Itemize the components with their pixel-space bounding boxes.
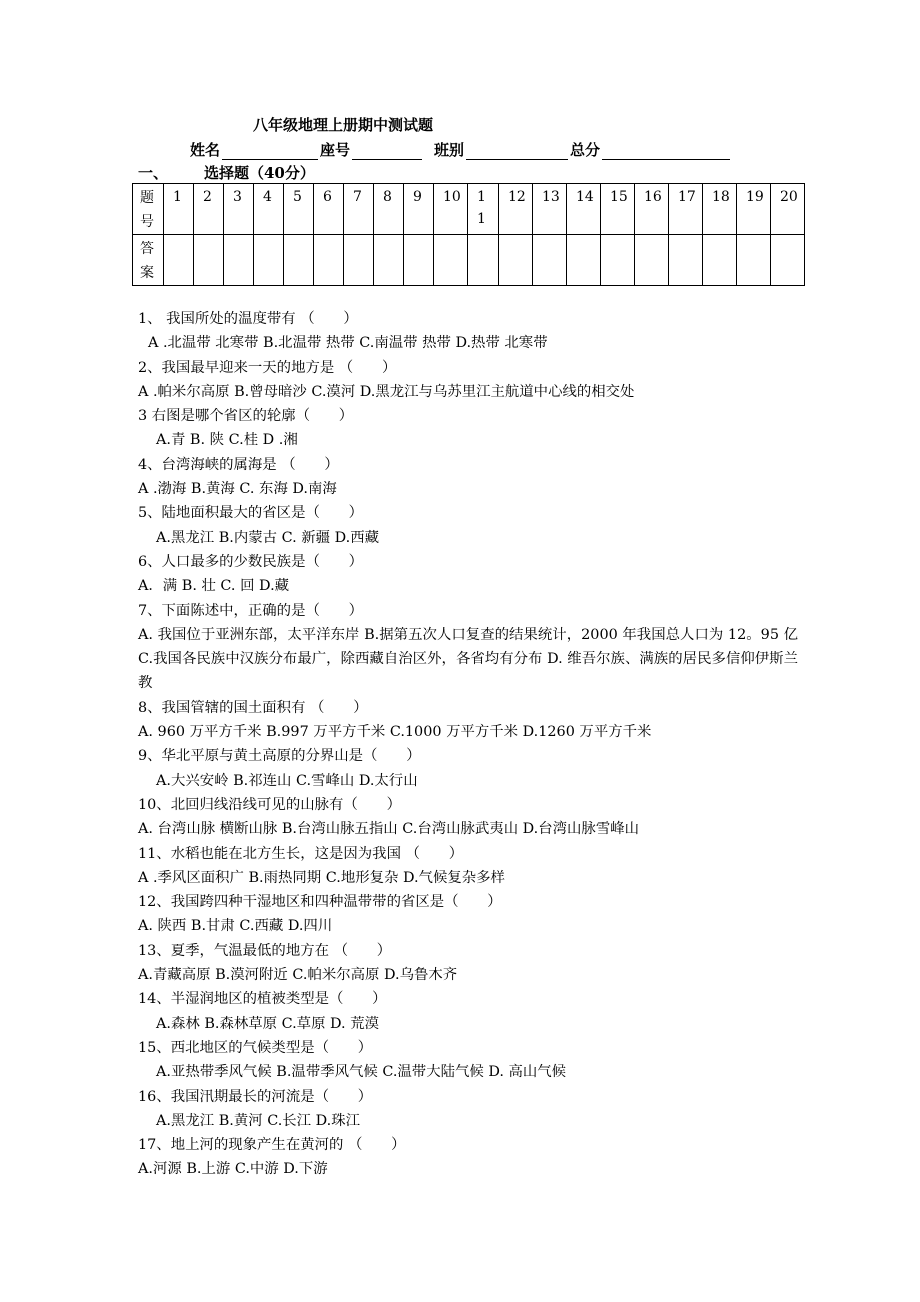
answer-cell[interactable] (468, 235, 499, 286)
question-number-cell: 15 (601, 184, 635, 235)
answer-cell[interactable] (703, 235, 737, 286)
question-number-cell: 9 (404, 184, 434, 235)
question-stem: 7、下面陈述中，正确的是（ ） (138, 602, 364, 619)
question-stem: 6、人口最多的少数民族是（ ） (138, 553, 364, 570)
question-number-cell: 1 1 (468, 184, 499, 235)
answer-cell[interactable] (314, 235, 344, 286)
question-stem: 4、台湾海峡的属海是 （ ） (138, 456, 339, 473)
question-number-cell: 3 (224, 184, 254, 235)
question-number-cell: 2 (194, 184, 224, 235)
question-number-cell: 16 (635, 184, 669, 235)
question-stem: 2、我国最早迎来一天的地方是 （ ） (138, 359, 397, 376)
exam-title: 八年级地理上册期中测试题 (253, 116, 434, 134)
question-stem: 10、北回归线沿线可见的山脉有（ ） (138, 796, 401, 813)
question-options: A.大兴安岭 B.祁连山 C.雪峰山 D.太行山 (156, 772, 418, 789)
question-number-cell: 6 (314, 184, 344, 235)
question-number-cell: 12 (499, 184, 533, 235)
answer-cell[interactable] (499, 235, 533, 286)
question-number-cell: 14 (567, 184, 601, 235)
question-number-cell: 7 (344, 184, 374, 235)
answer-row-header: 答 案 (133, 235, 164, 286)
question-stem: 15、西北地区的气候类型是（ ） (138, 1039, 373, 1056)
score-blank[interactable] (602, 144, 730, 160)
question-stem: 1、 我国所处的温度带有 （ ） (138, 311, 358, 327)
section-heading (138, 162, 315, 183)
answer-cell[interactable] (344, 235, 374, 286)
question-stem: 11、水稻也能在北方生长，这是因为我国 （ ） (138, 845, 464, 862)
answer-cell[interactable] (601, 235, 635, 286)
question-options: A.青 B. 陕 C.桂 D .湘 (156, 432, 298, 449)
answer-cell[interactable] (533, 235, 567, 286)
question-number-cell: 17 (669, 184, 703, 235)
answer-cell[interactable] (567, 235, 601, 286)
class-label: 班别 (434, 141, 465, 159)
question-options: A. 960 万平方千米 B.997 万平方千米 C.1000 万平方千米 D.1260 万平方千米 (138, 724, 652, 741)
answer-cell[interactable] (194, 235, 224, 286)
question-number-cell: 4 (254, 184, 284, 235)
question-options: A.黑龙江 B.内蒙古 C. 新疆 D.西藏 (156, 529, 379, 546)
name-label: 姓名 (190, 141, 221, 159)
question-stem: 13、夏季，气温最低的地方在 （ ） (138, 942, 392, 959)
section-number: 一、 (138, 164, 169, 182)
question-number-row (133, 184, 805, 235)
question-options: A .季风区面积广 B.雨热同期 C.地形复杂 D.气候复杂多样 (138, 869, 505, 886)
question-options: A. 陕西 B.甘肃 C.西藏 D.四川 (138, 918, 333, 935)
answer-row (133, 235, 805, 286)
answer-cell[interactable] (771, 235, 805, 286)
question-number-cell: 20 (771, 184, 805, 235)
seat-blank[interactable] (352, 144, 422, 160)
question-stem: 16、我国汛期最长的河流是（ ） (138, 1088, 373, 1105)
student-info-line (190, 139, 732, 160)
question-options: A. 台湾山脉 横断山脉 B.台湾山脉五指山 C.台湾山脉武夷山 D.台湾山脉雪峰山 (138, 821, 639, 838)
question-options: A.河源 B.上游 C.中游 D.下游 (138, 1161, 328, 1178)
question-number-header: 题 号 (133, 184, 164, 235)
question-number-cell: 19 (737, 184, 771, 235)
question-stem: 17、地上河的现象产生在黄河的 （ ） (138, 1137, 406, 1154)
seat-label: 座号 (320, 141, 351, 159)
question-stem: 3 右图是哪个省区的轮廓（ ） (138, 408, 354, 425)
section-title: 选择题（40分） (204, 164, 315, 182)
question-number-cell: 18 (703, 184, 737, 235)
answer-cell[interactable] (669, 235, 703, 286)
question-options: A .北温带 北寒带 B.北温带 热带 C.南温带 热带 D.热带 北寒带 (148, 335, 548, 352)
answer-cell[interactable] (254, 235, 284, 286)
question-stem: 14、半湿润地区的植被类型是（ ） (138, 991, 387, 1008)
question-number-cell: 8 (374, 184, 404, 235)
class-blank[interactable] (466, 144, 568, 160)
answer-cell[interactable] (224, 235, 254, 286)
question-options: A.黑龙江 B.黄河 C.长江 D.珠江 (156, 1112, 361, 1129)
answer-cell[interactable] (284, 235, 314, 286)
answer-cell[interactable] (635, 235, 669, 286)
answer-table (132, 183, 805, 286)
question-number-cell: 10 (434, 184, 468, 235)
answer-cell[interactable] (737, 235, 771, 286)
question-options: A.亚热带季风气候 B.温带季风气候 C.温带大陆气候 D. 高山气候 (156, 1064, 567, 1081)
question-options: A.青藏高原 B.漠河附近 C.帕米尔高原 D.乌鲁木齐 (138, 967, 458, 984)
question-options: A．满 B. 壮 C. 回 D.藏 (138, 578, 290, 595)
score-label: 总分 (570, 141, 601, 159)
question-stem: 12、我国跨四种干湿地区和四种温带带的省区是（ ） (138, 894, 502, 911)
answer-cell[interactable] (404, 235, 434, 286)
question-list (138, 307, 798, 1182)
answer-cell[interactable] (164, 235, 194, 286)
question-options: A .渤海 B.黄海 C. 东海 D.南海 (138, 481, 337, 498)
question-options: A .帕米尔高原 B.曾母暗沙 C.漠河 D.黑龙江与乌苏里江主航道中心线的相交处 (138, 383, 635, 400)
question-options: A. 我国位于亚洲东部，太平洋东岸 B.据第五次人口复查的结果统计，2000 年我国总人口为 12。95 亿 C.我国各民族中汉族分布最广，除西藏自治区外，各省均有分布 D. 维吾尔族、满族的居民多信仰伊斯兰教 (138, 626, 798, 692)
question-stem: 8、我国管辖的国土面积有 （ ） (138, 699, 368, 716)
answer-cell[interactable] (434, 235, 468, 286)
question-options: A.森林 B.森林草原 C.草原 D. 荒漠 (156, 1015, 379, 1032)
question-number-cell: 1 (164, 184, 194, 235)
question-number-cell: 13 (533, 184, 567, 235)
question-stem: 9、华北平原与黄土高原的分界山是（ ） (138, 748, 421, 765)
answer-cell[interactable] (374, 235, 404, 286)
name-blank[interactable] (222, 144, 318, 160)
question-number-cell: 5 (284, 184, 314, 235)
question-stem: 5、陆地面积最大的省区是（ ） (138, 505, 364, 522)
